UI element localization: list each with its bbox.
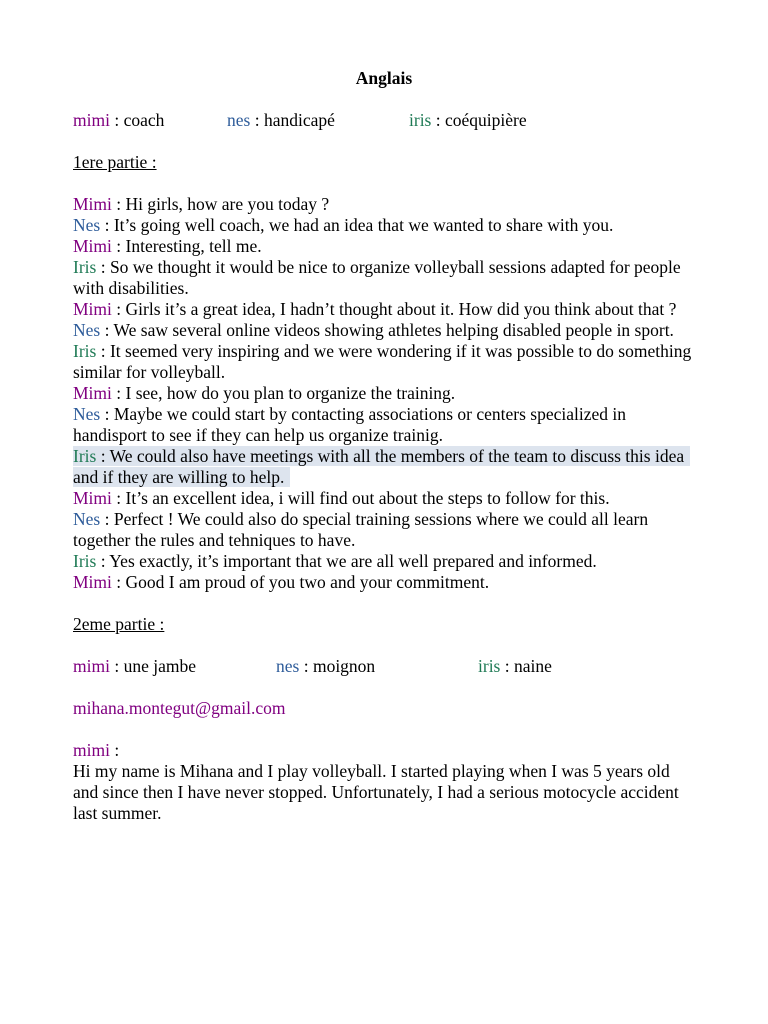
dialogue-text: : Hi girls, how are you today ? [111, 194, 330, 214]
dialogue-text: : Perfect ! We could also do special training sessions where we could all learn together the rules and tehniques to have. [73, 509, 649, 550]
role-sep: : [431, 110, 445, 130]
dialogue-line [73, 404, 695, 446]
dialogue-text: : It’s going well coach, we had an idea that we wanted to share with you. [100, 215, 614, 235]
dialogue-line [73, 509, 695, 551]
role-name: iris [409, 110, 432, 130]
role-mimi [73, 110, 164, 131]
dialogue-line-highlighted [73, 446, 695, 488]
roles-part1 [73, 110, 695, 131]
role-desc: coach [123, 110, 165, 130]
dialogue-text: : Good I am proud of you two and your commitment. [111, 572, 490, 592]
dialogue-text: : Yes exactly, it’s important that we are all well prepared and informed. [96, 551, 597, 571]
speaker-name: Iris [73, 446, 97, 466]
spacer [73, 593, 695, 614]
speaker-name: Iris [73, 551, 97, 571]
dialogue-line [73, 341, 695, 383]
role-mimi [73, 656, 196, 677]
role-name: iris [478, 656, 501, 676]
dialogue-line [73, 236, 695, 257]
role-sep: : [299, 656, 313, 676]
email-link[interactable]: mihana.montegut@gmail.com [73, 698, 286, 718]
dialogue-text: : Maybe we could start by contacting associations or centers specialized in handisport to see if they can help us organize trainig. [73, 404, 627, 445]
role-desc: handicapé [263, 110, 335, 130]
monologue-text: Hi my name is Mihana and I play volleyball. I started playing when I was 5 years old and since then I have never stopped. Unfortunately, I had a serious motocycle accident last summer. [73, 761, 679, 823]
speaker-name: Nes [73, 215, 101, 235]
dialogue-line [73, 551, 695, 572]
role-nes [276, 656, 375, 677]
dialogue-text: : We could also have meetings with all the members of the team to discuss this idea and if they are willing to help. [73, 446, 685, 487]
speaker-name: Iris [73, 341, 97, 361]
role-desc: une jambe [123, 656, 196, 676]
dialogue-line [73, 488, 695, 509]
text-highlight [73, 446, 690, 487]
dialogue [73, 194, 695, 593]
speaker-name: Mimi [73, 236, 112, 256]
speaker-name: Nes [73, 404, 101, 424]
role-name: mimi [73, 110, 110, 130]
role-desc: coéquipière [445, 110, 527, 130]
part1-heading: 1ere partie : [73, 152, 157, 172]
speaker-sep: : [109, 740, 120, 760]
monologue-speaker-line [73, 740, 695, 761]
document-title: Anglais [355, 68, 413, 88]
dialogue-line [73, 215, 695, 236]
speaker-name: Nes [73, 320, 101, 340]
role-sep: : [500, 656, 514, 676]
dialogue-line [73, 194, 695, 215]
dialogue-line [73, 257, 695, 299]
role-desc: naine [514, 656, 552, 676]
dialogue-line [73, 320, 695, 341]
speaker-name: Iris [73, 257, 97, 277]
role-desc: moignon [312, 656, 376, 676]
role-sep: : [250, 110, 264, 130]
dialogue-text: : Girls it’s a great idea, I hadn’t thought about it. How did you think about that ? [111, 299, 677, 319]
speaker-name: Mimi [73, 488, 112, 508]
role-sep: : [109, 656, 124, 676]
role-name: mimi [73, 656, 110, 676]
speaker-name: Mimi [73, 572, 112, 592]
dialogue-text: : Interesting, tell me. [111, 236, 262, 256]
speaker-name: Mimi [73, 383, 112, 403]
speaker-name: Nes [73, 509, 101, 529]
speaker-name: Mimi [73, 299, 112, 319]
dialogue-text: : I see, how do you plan to organize the training. [111, 383, 456, 403]
role-iris [478, 656, 552, 677]
roles-part2 [73, 656, 695, 677]
dialogue-text: : So we thought it would be nice to organize volleyball sessions adapted for people with disabilities. [73, 257, 681, 298]
dialogue-line [73, 383, 695, 404]
dialogue-text: : It seemed very inspiring and we were wondering if it was possible to do something similar for volleyball. [73, 341, 692, 382]
speaker-name: mimi [73, 740, 110, 760]
dialogue-line [73, 299, 695, 320]
speaker-name: Mimi [73, 194, 112, 214]
part2-heading: 2eme partie : [73, 614, 165, 634]
document-page [73, 68, 695, 824]
role-iris [409, 110, 527, 131]
dialogue-text: : It’s an excellent idea, i will find out about the steps to follow for this. [111, 488, 610, 508]
role-nes [227, 110, 335, 131]
dialogue-text: : We saw several online videos showing athletes helping disabled people in sport. [100, 320, 674, 340]
role-name: nes [227, 110, 251, 130]
role-sep: : [109, 110, 124, 130]
role-name: nes [276, 656, 300, 676]
spacer [73, 719, 695, 740]
dialogue-line [73, 572, 695, 593]
